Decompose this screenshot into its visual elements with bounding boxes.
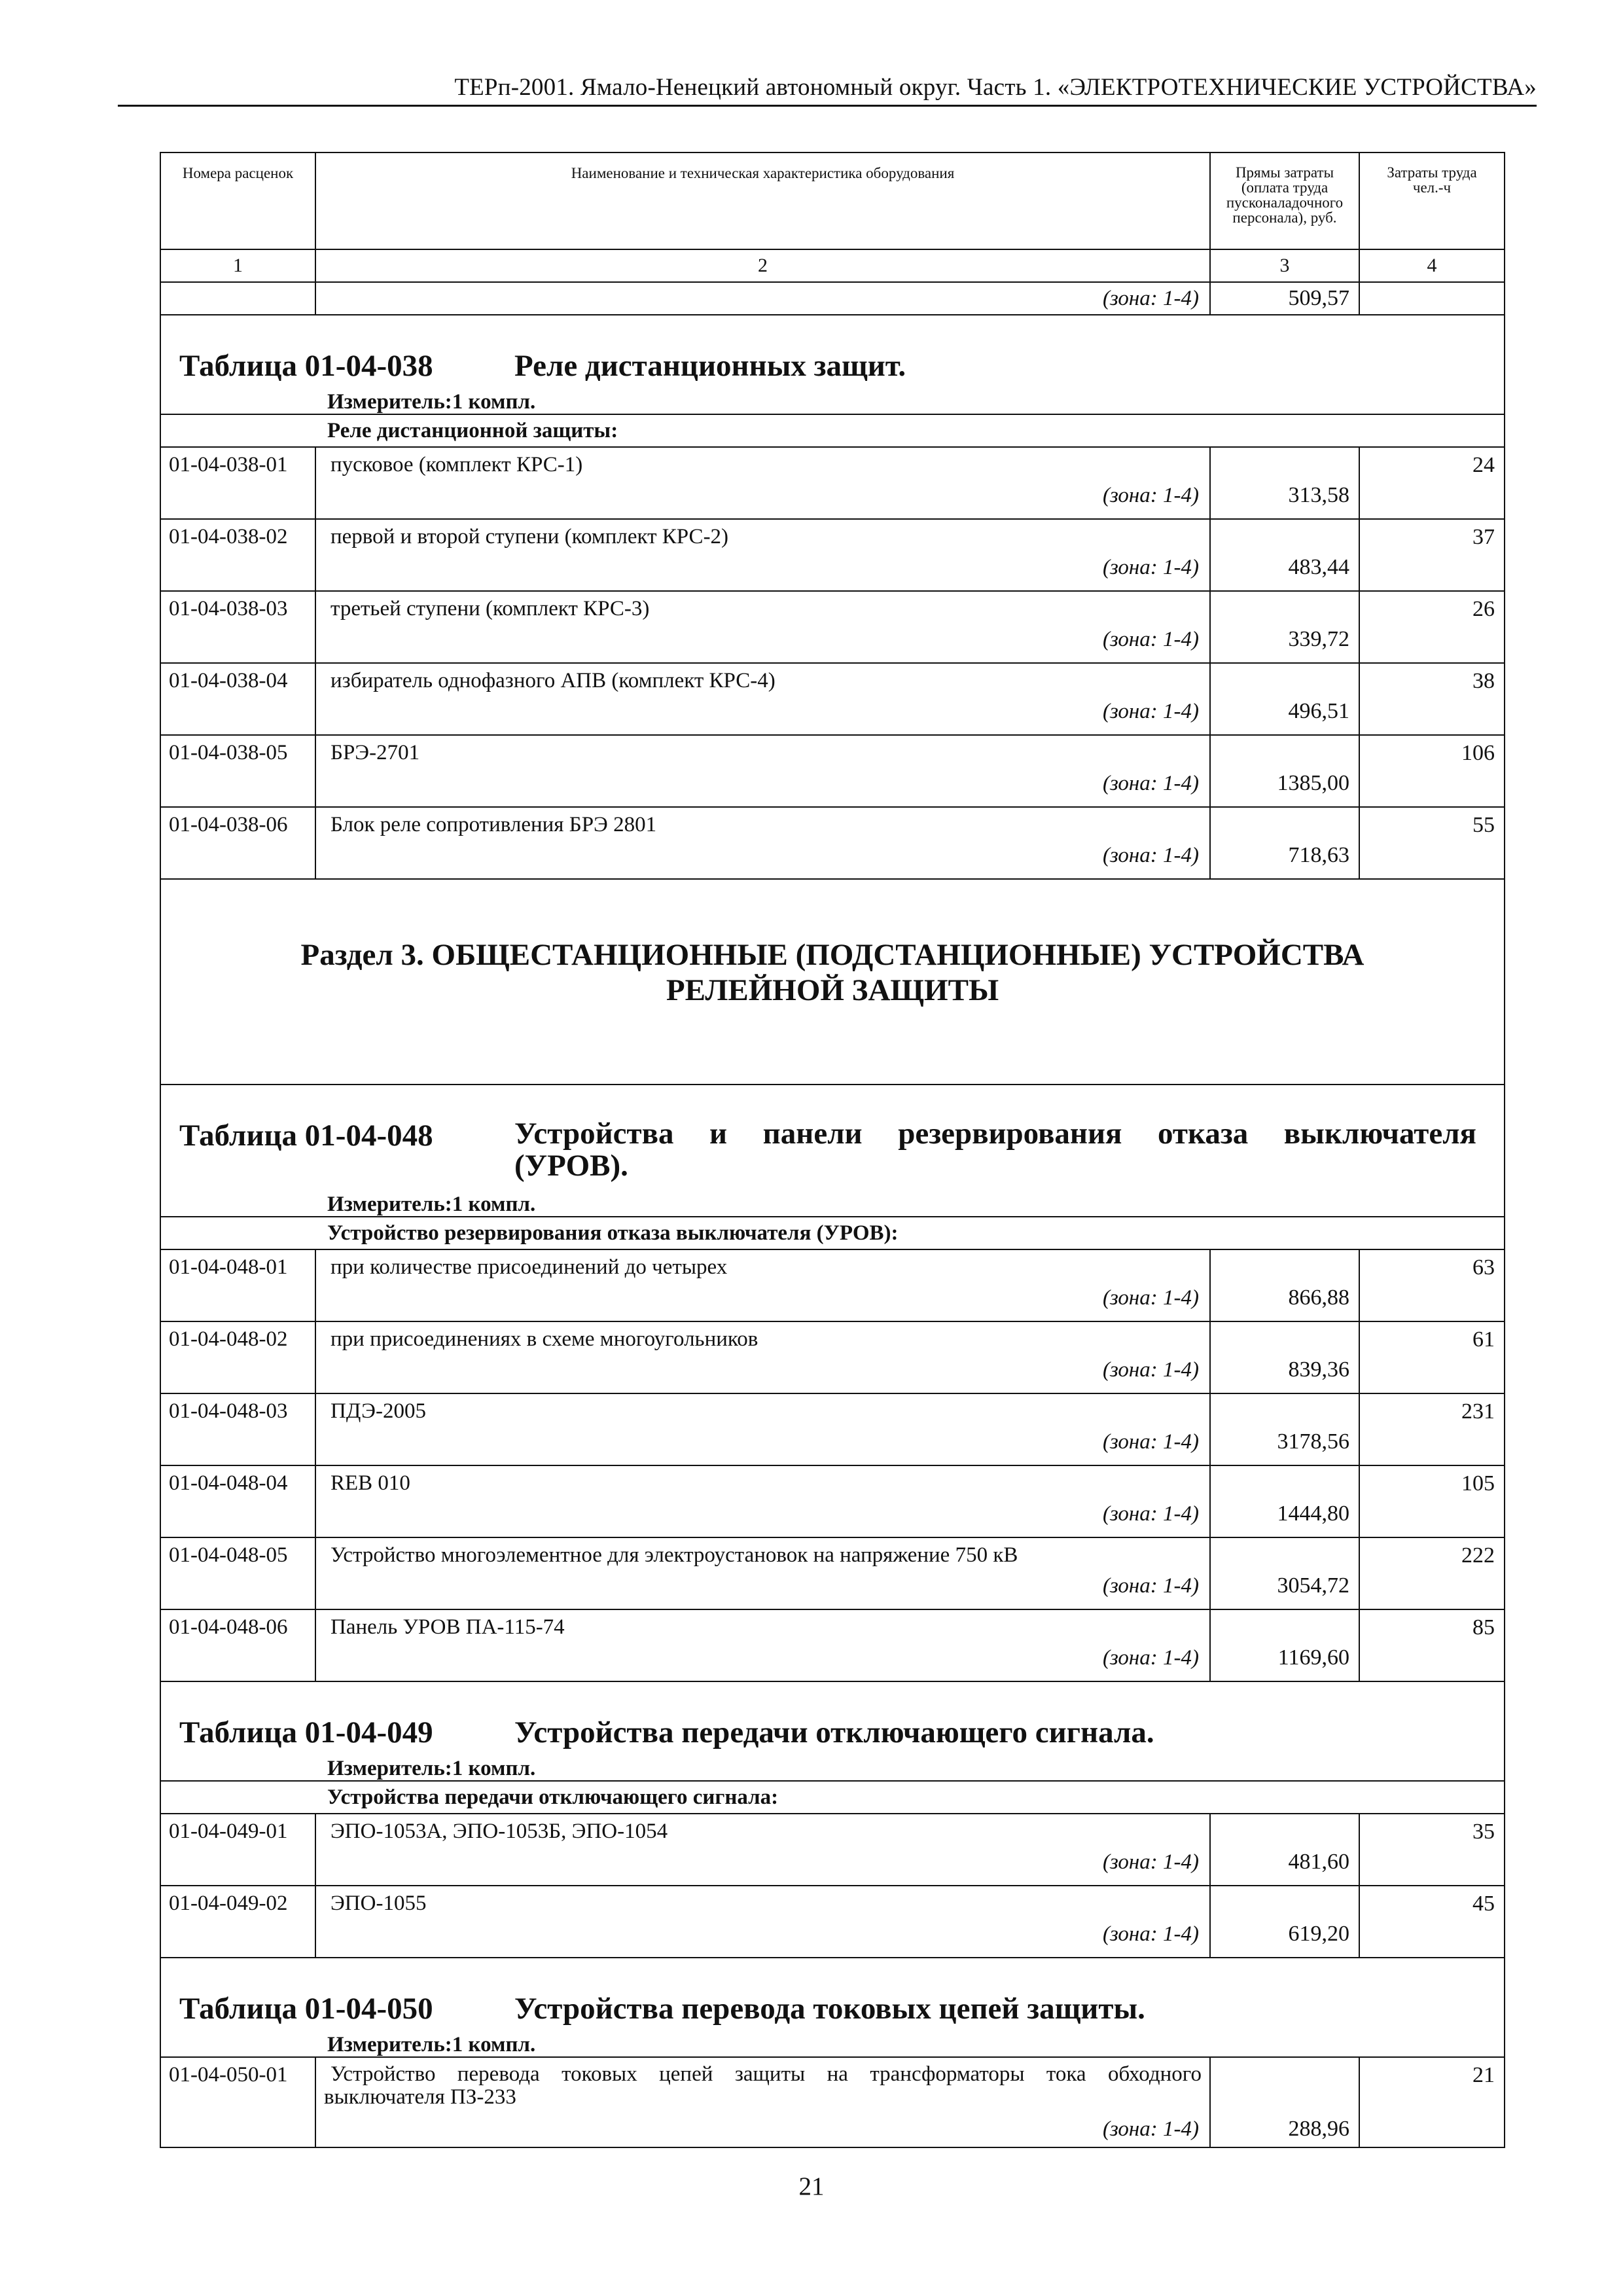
rate-description-line: Устройство перевода токовых цепей защиты на трансформаторы тока обходного	[330, 2062, 1202, 2086]
rate-code: 01-04-048-03	[160, 1393, 315, 1465]
price-value: 1385,00	[1277, 771, 1349, 795]
labor-value: 231	[1461, 1399, 1495, 1424]
table-row	[160, 1814, 1505, 1886]
column-numbers-row	[160, 249, 1505, 282]
labor-value: 63	[1472, 1255, 1495, 1280]
table-header-row	[160, 152, 1505, 249]
labor-value: 38	[1472, 669, 1495, 693]
table-row	[160, 447, 1505, 519]
zone-label: (зона: 1-4)	[1102, 1502, 1199, 1526]
rate-description: при количестве присоединений до четырех	[330, 1255, 728, 1279]
col4-line: Затраты труда	[1387, 164, 1477, 181]
price-value: 718,63	[1288, 843, 1349, 867]
table-row	[160, 1886, 1505, 1958]
col4-line: чел.-ч	[1412, 179, 1452, 196]
rate-code: 01-04-048-02	[160, 1321, 315, 1393]
price-value: 496,51	[1288, 699, 1349, 723]
zone-label: (зона: 1-4)	[1102, 1922, 1199, 1946]
table-name: Устройства перевода токовых цепей защиты.	[514, 1992, 1145, 2026]
zone-label: (зона: 1-4)	[1102, 700, 1199, 723]
labor-value: 45	[1472, 1892, 1495, 1916]
table-name	[514, 1118, 1476, 1183]
section-heading-row	[160, 879, 1505, 1085]
table-unit: Измеритель:1 компл.	[327, 390, 536, 414]
rate-description-line: выключателя ПЗ-233	[324, 2085, 516, 2109]
zone-label: (зона: 1-4)	[1102, 1358, 1199, 1382]
table-unit: Измеритель:1 компл.	[327, 2033, 536, 2056]
rate-description: третьей ступени (комплект КРС-3)	[330, 597, 650, 620]
table-code: Таблица 01-04-038	[179, 349, 433, 383]
rate-code: 01-04-038-06	[160, 807, 315, 879]
price-value: 483,44	[1288, 555, 1349, 579]
group-subhead: Устройства передачи отключающего сигнала:	[160, 1781, 1505, 1814]
col3-line: Прямы затраты	[1235, 164, 1334, 181]
rate-description: Устройство многоэлементное для электроустановок на напряжение 750 кВ	[330, 1543, 1018, 1567]
table-row	[160, 2057, 1505, 2147]
table-title-row	[160, 1958, 1505, 2057]
rate-code: 01-04-049-02	[160, 1886, 315, 1958]
table-row	[160, 735, 1505, 807]
labor-value: 26	[1472, 597, 1495, 621]
price-value: 509,57	[1210, 282, 1359, 315]
table-code: Таблица 01-04-048	[179, 1119, 433, 1153]
labor-value: 105	[1461, 1471, 1495, 1496]
price-value: 313,58	[1288, 483, 1349, 507]
table-row	[160, 519, 1505, 591]
table-row	[160, 591, 1505, 663]
table-code: Таблица 01-04-049	[179, 1715, 433, 1749]
continuation-row	[160, 282, 1505, 315]
table-row	[160, 1249, 1505, 1321]
rate-description: БРЭ-2701	[330, 741, 420, 764]
table-row	[160, 1609, 1505, 1681]
table-unit: Измеритель:1 компл.	[327, 1757, 536, 1780]
rate-description: первой и второй ступени (комплект КРС-2)	[330, 525, 729, 548]
zone-label: (зона: 1-4)	[1102, 556, 1199, 579]
table-row	[160, 1321, 1505, 1393]
section-title	[161, 937, 1504, 1008]
rate-code: 01-04-038-01	[160, 447, 315, 519]
col-number: 1	[160, 249, 315, 282]
price-value: 3178,56	[1277, 1429, 1349, 1454]
rate-description: REB 010	[330, 1471, 410, 1495]
table-name: Реле дистанционных защит.	[514, 349, 906, 383]
rate-description: ЭПО-1053А, ЭПО-1053Б, ЭПО-1054	[330, 1820, 668, 1843]
labor-value: 55	[1472, 813, 1495, 837]
rate-code: 01-04-050-01	[160, 2057, 315, 2147]
labor-value: 222	[1461, 1543, 1495, 1568]
table-code: Таблица 01-04-050	[179, 1992, 433, 2026]
col-number: 3	[1210, 249, 1359, 282]
price-value: 339,72	[1288, 627, 1349, 651]
table-name-line: (УРОВ).	[514, 1149, 628, 1183]
table-row	[160, 663, 1505, 735]
labor-value: 106	[1461, 741, 1495, 765]
table-row	[160, 1465, 1505, 1537]
col-header-labor	[1359, 152, 1505, 249]
labor-value: 85	[1472, 1615, 1495, 1640]
col3-line: (оплата труда	[1241, 179, 1329, 196]
table-unit: Измеритель:1 компл.	[327, 1193, 536, 1216]
zone-label: (зона: 1-4)	[1102, 772, 1199, 795]
group-subhead: Устройство резервирования отказа выключателя (УРОВ):	[160, 1217, 1505, 1249]
rate-code: 01-04-038-05	[160, 735, 315, 807]
zone-label: (зона: 1-4)	[1102, 1850, 1199, 1874]
section-title-line: Раздел 3. ОБЩЕСТАНЦИОННЫЕ (ПОДСТАНЦИОННЫЕ) УСТРОЙСТВА	[300, 938, 1364, 972]
labor-value: 37	[1472, 525, 1495, 549]
zone-label: (зона: 1-4)	[1102, 1430, 1199, 1454]
header-rule	[118, 105, 1537, 107]
zone-label: (зона: 1-4)	[1102, 1574, 1199, 1598]
running-header: ТЕРп-2001. Ямало-Ненецкий автономный округ. Часть 1. «ЭЛЕКТРОТЕХНИЧЕСКИЕ УСТРОЙСТВА»	[454, 74, 1537, 101]
price-value: 3054,72	[1277, 1573, 1349, 1598]
rate-code: 01-04-038-04	[160, 663, 315, 735]
col-number: 4	[1359, 249, 1505, 282]
group-subhead-row	[160, 414, 1505, 447]
group-subhead: Реле дистанционной защиты:	[160, 414, 1505, 447]
table-title-row	[160, 1681, 1505, 1781]
rate-description: ЭПО-1055	[330, 1892, 427, 1915]
rate-code: 01-04-049-01	[160, 1814, 315, 1886]
col3-line: персонала), руб.	[1232, 209, 1337, 226]
zone-label: (зона: 1-4)	[315, 282, 1210, 315]
section-title-line: РЕЛЕЙНОЙ ЗАЩИТЫ	[666, 973, 999, 1008]
rate-description	[324, 2062, 1202, 2109]
price-value: 619,20	[1288, 1922, 1349, 1946]
rate-description: пусковое (комплект КРС-1)	[330, 453, 583, 476]
zone-label: (зона: 1-4)	[1102, 628, 1199, 651]
rate-code: 01-04-038-02	[160, 519, 315, 591]
zone-label: (зона: 1-4)	[1102, 844, 1199, 867]
labor-value: 24	[1472, 453, 1495, 477]
rate-description: при присоединениях в схеме многоугольников	[330, 1327, 758, 1351]
table-name-line: Устройства и панели резервирования отказа выключателя	[514, 1117, 1476, 1151]
group-subhead-row	[160, 1217, 1505, 1249]
rate-description: Блок реле сопротивления БРЭ 2801	[330, 813, 657, 836]
rate-code: 01-04-048-04	[160, 1465, 315, 1537]
labor-value: 21	[1472, 2063, 1495, 2087]
table-title-row	[160, 1085, 1505, 1217]
zone-label: (зона: 1-4)	[1102, 484, 1199, 507]
table-row	[160, 1393, 1505, 1465]
table-row	[160, 1537, 1505, 1609]
zone-label: (зона: 1-4)	[1102, 2117, 1199, 2141]
zone-label: (зона: 1-4)	[1102, 1646, 1199, 1670]
rate-code: 01-04-038-03	[160, 591, 315, 663]
rate-code: 01-04-048-05	[160, 1537, 315, 1609]
rate-description: ПДЭ-2005	[330, 1399, 426, 1423]
table-row	[160, 807, 1505, 879]
price-value: 1444,80	[1277, 1501, 1349, 1526]
price-value: 866,88	[1288, 1285, 1349, 1310]
price-value: 481,60	[1288, 1850, 1349, 1874]
rate-description: Панель УРОВ ПА-115-74	[330, 1615, 565, 1639]
zone-label: (зона: 1-4)	[1102, 1286, 1199, 1310]
rate-code: 01-04-048-06	[160, 1609, 315, 1681]
group-subhead-row	[160, 1781, 1505, 1814]
price-value: 839,36	[1288, 1357, 1349, 1382]
price-value: 288,96	[1288, 2117, 1349, 2141]
price-table	[160, 152, 1505, 2148]
table-name: Устройства передачи отключающего сигнала.	[514, 1715, 1154, 1749]
labor-value: 61	[1472, 1327, 1495, 1352]
rate-description: избиратель однофазного АПВ (комплект КРС-4)	[330, 669, 776, 692]
col-header-direct-costs	[1210, 152, 1359, 249]
labor-value: 35	[1472, 1820, 1495, 1844]
price-value: 1169,60	[1277, 1645, 1349, 1670]
page-number: 21	[798, 2172, 825, 2200]
rate-code: 01-04-048-01	[160, 1249, 315, 1321]
col-header-name: Наименование и техническая характеристика оборудования	[315, 152, 1210, 249]
col-header-codes: Номера расценок	[160, 152, 315, 249]
col-number: 2	[315, 249, 1210, 282]
col3-line: пусконаладочного	[1226, 194, 1344, 211]
table-title-row	[160, 315, 1505, 414]
